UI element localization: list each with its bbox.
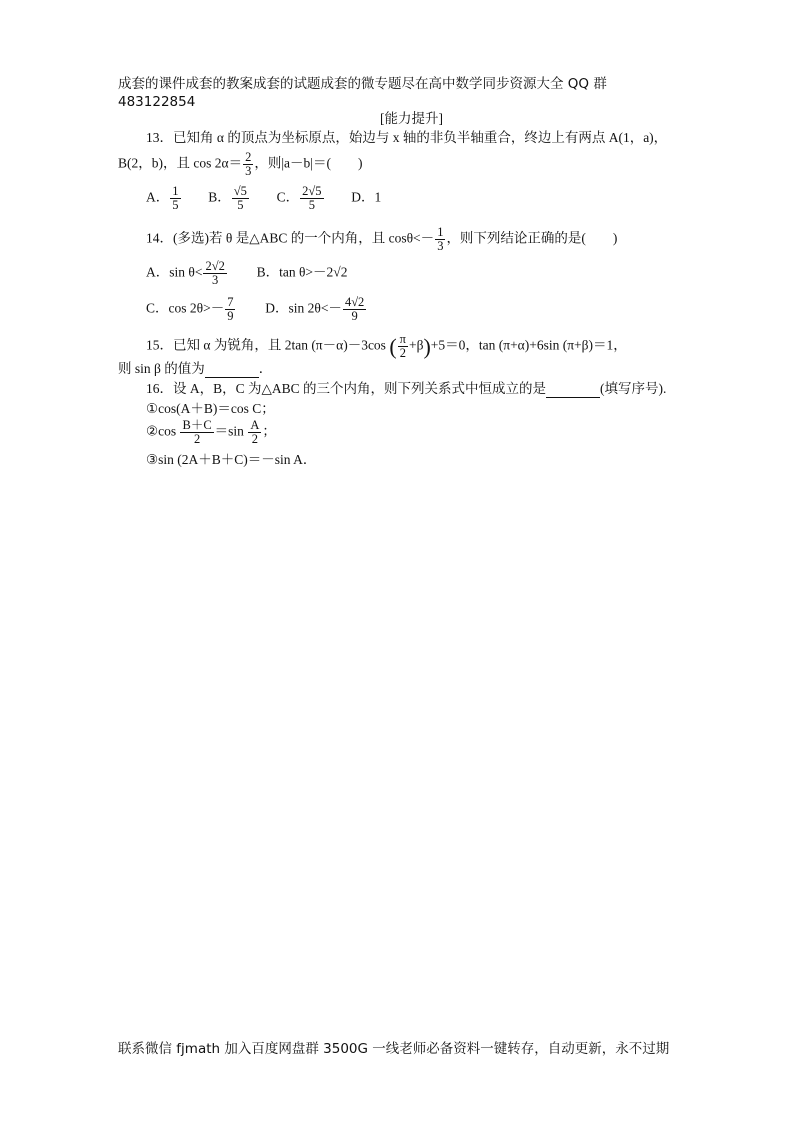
q15-line1-pre: 15．已知 α 为锐角，且 2tan (π－α)－3cos bbox=[146, 337, 386, 353]
q13-line2-pre: B(2，b)，且 cos 2α＝ bbox=[118, 155, 243, 171]
q13-line-2 bbox=[118, 151, 362, 178]
q16-item-3: ③sin (2A＋B＋C)＝－sin A． bbox=[146, 452, 317, 467]
q15-line2-post: ． bbox=[258, 361, 273, 376]
q14-option-c-fraction: $\frac{7}{9}$ bbox=[227, 295, 234, 323]
section-title: [能力提升] bbox=[380, 111, 443, 126]
q16-stem bbox=[146, 380, 666, 398]
q15-answer-blank bbox=[205, 363, 259, 378]
q13-fraction: $\frac{2}{3}$ bbox=[245, 150, 252, 178]
q15-line1-mid: +β bbox=[408, 337, 424, 353]
q16-stem-post: (填写序号). bbox=[600, 381, 667, 396]
q16-item2-fraction-1: $\frac{B+C}{2}$ bbox=[182, 418, 212, 446]
q16-item2-pre: ②cos bbox=[146, 423, 177, 439]
q14-option-b: B．tan θ>－2√2 bbox=[256, 264, 348, 280]
q16-item-1: ①cos(A＋B)＝cos C； bbox=[146, 401, 275, 416]
q14-options-cd bbox=[146, 296, 367, 323]
q15-right-paren: ) bbox=[423, 333, 431, 359]
q15-line-1 bbox=[146, 333, 627, 360]
q15-line-2 bbox=[118, 360, 272, 378]
q16-item2-mid: ＝sin bbox=[214, 423, 244, 439]
q13-option-b-label: B． bbox=[208, 189, 231, 205]
header-line-1: 成套的课件成套的教案成套的试题成套的微专题尽在高中数学同步资源大全 QQ 群 bbox=[118, 76, 607, 92]
q14-stem-post: ，则下列结论正确的是( ) bbox=[446, 230, 618, 246]
q14-options-ab bbox=[146, 260, 347, 287]
q13-option-a: $\frac{1}{5}$ bbox=[172, 184, 179, 212]
q13-option-d: D．1 bbox=[351, 189, 382, 205]
q14-option-d-pre: D．sin 2θ<－ bbox=[265, 300, 342, 316]
q14-stem bbox=[146, 226, 617, 253]
q13-option-a-label: A． bbox=[146, 189, 170, 205]
q14-stem-pre: 14．(多选)若 θ 是△ABC 的一个内角，且 cosθ<－ bbox=[146, 230, 435, 246]
header-line-2: 483122854 bbox=[118, 94, 196, 110]
q15-pi-fraction: $\frac{\pi}{2}$ bbox=[399, 332, 406, 360]
q15-line1-post: +5＝0，tan (π+α)+6sin (π+β)＝1， bbox=[430, 337, 627, 353]
q16-item2-fraction-2: $\frac{A}{2}$ bbox=[250, 418, 260, 446]
q14-option-c-pre: C．cos 2θ>－ bbox=[146, 300, 225, 316]
q13-options bbox=[146, 185, 381, 212]
q14-stem-fraction: $\frac{1}{3}$ bbox=[437, 225, 444, 253]
q16-item2-post: ； bbox=[262, 423, 276, 439]
footer: 联系微信 fjmath 加入百度网盘群 3500G 一线老师必备资料一键转存，自动更新，永不过期 bbox=[118, 1041, 670, 1057]
q14-option-a-fraction: $\frac{2√2}{3}$ bbox=[205, 259, 225, 287]
q13-option-b: $\frac{√5}{5}$ bbox=[233, 184, 247, 212]
q16-stem-pre: 16．设 A，B，C 为△ABC 的三个内角，则下列关系式中恒成立的是 bbox=[146, 381, 547, 396]
q14-option-d-fraction: $\frac{4√2}{9}$ bbox=[344, 295, 365, 323]
q16-item-2 bbox=[146, 419, 276, 446]
q15-line2-pre: 则 sin β 的值为 bbox=[118, 361, 205, 376]
q13-line2-post: ，则|a－b|＝( ) bbox=[254, 155, 363, 171]
q13-line-1: 13．已知角 α 的顶点为坐标原点，始边与 x 轴的非负半轴重合，终边上有两点 A(1，a)， bbox=[146, 130, 668, 145]
q15-left-paren: ( bbox=[389, 333, 397, 359]
q16-answer-blank bbox=[546, 383, 600, 398]
q14-option-a-pre: A．sin θ< bbox=[146, 264, 203, 280]
q13-option-c-label: C． bbox=[276, 189, 300, 205]
q13-option-c: $\frac{2√5}{5}$ bbox=[302, 184, 322, 212]
